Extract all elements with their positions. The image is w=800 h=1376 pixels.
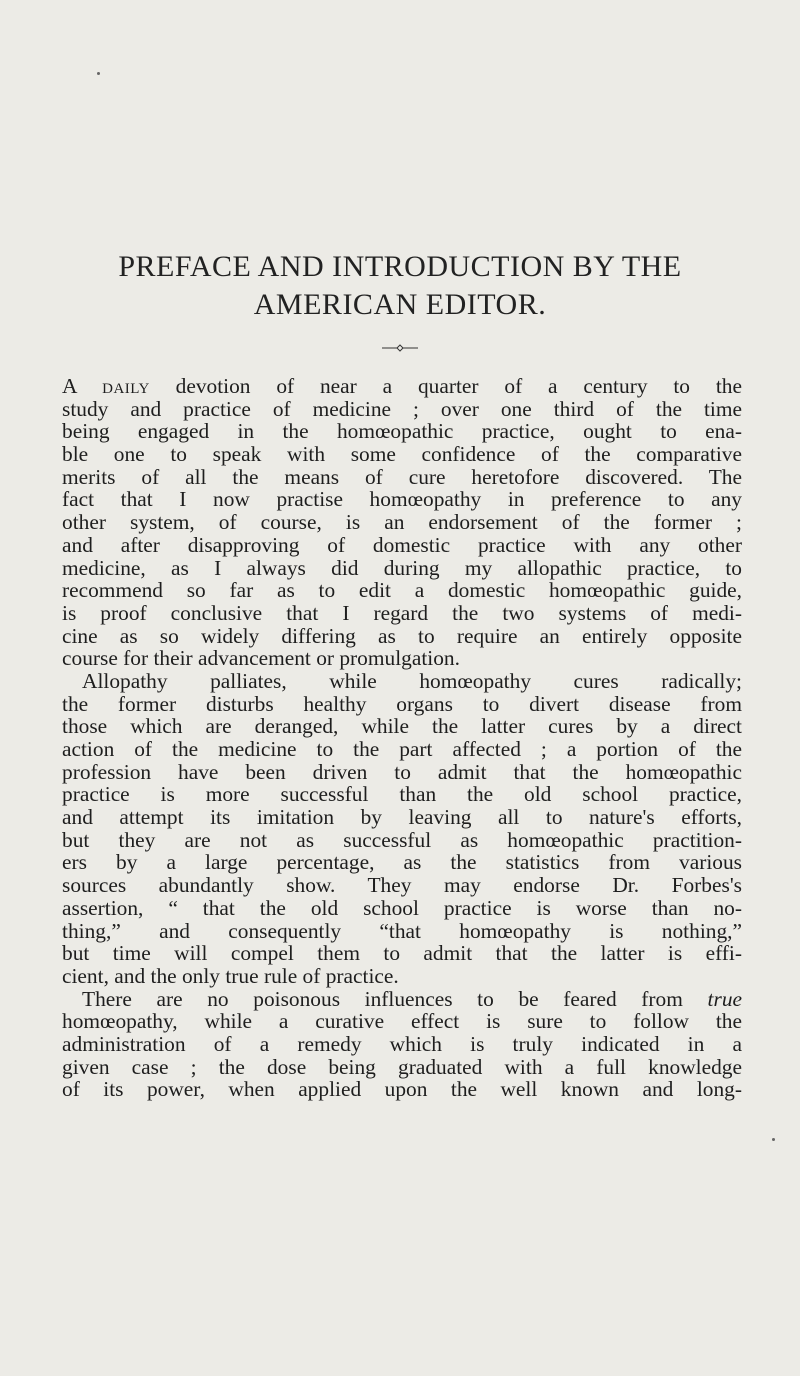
text-line: action of the medicine to the part affected ; a portion of the: [62, 737, 742, 761]
text-line: assertion, “ that the old school practice is worse than no-: [62, 895, 742, 920]
text-line: but time will compel them to admit that the latter is effi-: [62, 941, 742, 966]
paper-speck: [97, 72, 100, 75]
page-title-line-2: AMERICAN EDITOR.: [253, 288, 547, 321]
text-line: [62, 375, 742, 398]
text-line: ers by a large percentage, as the statistics from various: [62, 850, 742, 875]
text-line: practice is more successful than the old school practice,: [62, 782, 742, 807]
smallcaps-word: daily: [102, 374, 150, 398]
text-line: sources abundantly show. They may endorse Dr. Forbes's: [62, 873, 742, 898]
paper-speck: [772, 1138, 775, 1141]
body-paragraphs: [62, 375, 742, 1101]
ornament-rule: [380, 344, 420, 352]
text-line: cine as so widely differing as to require an entirely opposite: [62, 623, 742, 648]
text-line: those which are deranged, while the latter cures by a direct: [62, 714, 742, 739]
text-line: course for their advancement or promulgation.: [62, 646, 460, 671]
text-line: is proof conclusive that I regard the two systems of medi-: [62, 600, 742, 625]
page-title-line-1: PREFACE AND INTRODUCTION BY THE: [118, 250, 682, 283]
text-line: Allopathy palliates, while homœopathy cures radically;: [82, 668, 742, 693]
text-line: given case ; the dose being graduated with a full knowledge: [62, 1054, 742, 1079]
text-line: thing,” and consequently “that homœopathy is nothing,”: [62, 918, 742, 943]
text-line: and attempt its imitation by leaving all to nature's efforts,: [62, 805, 742, 830]
text-line: being engaged in the homœopathic practice, ought to ena-: [62, 419, 742, 444]
text-line: homœopathy, while a curative effect is sure to follow the: [62, 1009, 742, 1034]
italic-word: true: [707, 986, 743, 1011]
text-line: study and practice of medicine ; over one third of the time: [62, 396, 742, 421]
text-line-rest: devotion of near a quarter of a century to the: [175, 374, 742, 398]
text-line: merits of all the means of cure heretofore discovered. The: [62, 464, 742, 489]
text-line: and after disapproving of domestic practice with any other: [62, 532, 742, 557]
text-line: profession have been driven to admit that the homœopathic: [62, 759, 742, 784]
text-line: other system, of course, is an endorsement of the former ;: [62, 510, 742, 535]
text-line: medicine, as I always did during my allopathic practice, to: [62, 555, 742, 580]
text-line: ble one to speak with some confidence of the comparative: [62, 442, 742, 467]
text-line: of its power, when applied upon the well known and long-: [62, 1077, 742, 1102]
text-line: fact that I now practise homœopathy in preference to any: [62, 487, 742, 512]
text-line: the former disturbs healthy organs to divert disease from: [62, 691, 742, 716]
text-line: administration of a remedy which is truly indicated in a: [62, 1031, 742, 1056]
text-line: but they are not as successful as homœopathic practition-: [62, 827, 742, 852]
drop-word: A: [62, 374, 77, 398]
page-title: [40, 248, 760, 324]
text-line-lead: There are no poisonous influences to be feared from: [82, 986, 683, 1011]
text-line: recommend so far as to edit a domestic homœopathic guide,: [62, 578, 742, 603]
text-line: [62, 988, 742, 1011]
text-line: cient, and the only true rule of practice.: [62, 963, 399, 988]
